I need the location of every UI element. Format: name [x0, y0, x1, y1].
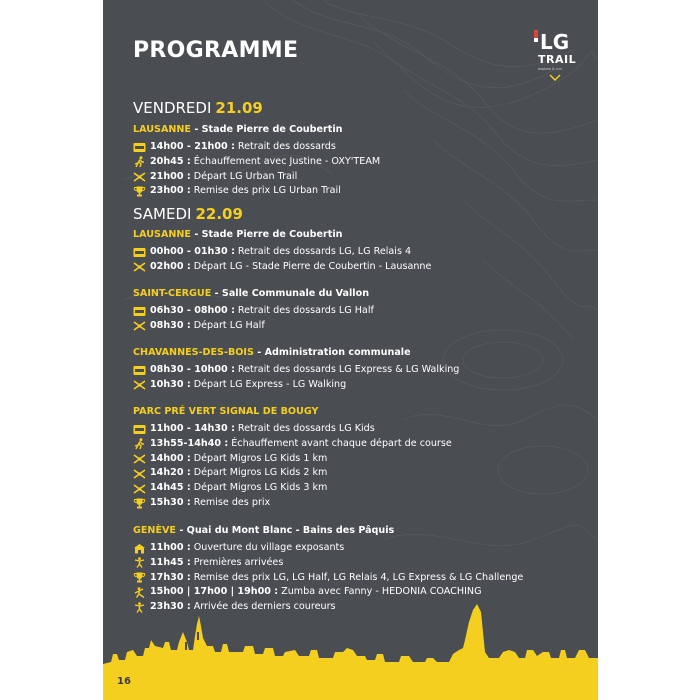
start-icon [133, 320, 146, 331]
schedule-item [133, 378, 346, 392]
page-title: PROGRAMME [133, 38, 299, 63]
event-time: 11h00 : [150, 542, 191, 553]
svg-text:LG: LG [540, 30, 570, 54]
event-time: 14h20 : [150, 467, 191, 479]
event-time: 14h00 - 21h00 : [150, 141, 235, 152]
finish-runner-icon [133, 557, 146, 568]
event-description: Arrivée des derniers coureurs [193, 601, 336, 613]
event-description: Départ LG Urban Trail [193, 170, 298, 182]
start-icon [133, 483, 146, 494]
event-description: Départ Migros LG Kids 3 km [193, 482, 328, 494]
event-description: Échauffement avec Justine - OXY'TEAM [193, 155, 381, 167]
location-venue: - Administration communale [253, 347, 411, 358]
trophy-icon [133, 186, 146, 197]
event-time: 15h30 : [150, 497, 191, 508]
svg-text:TRAIL: TRAIL [538, 53, 577, 66]
location-heading [133, 229, 342, 240]
schedule-item [133, 496, 270, 510]
schedule-item [133, 556, 283, 570]
schedule-item [133, 319, 265, 333]
bib-icon [133, 142, 146, 153]
event-description: Départ LG - Stade Pierre de Coubertin - Lausanne [193, 260, 432, 272]
event-time: 11h00 - 14h30 : [150, 423, 235, 434]
location-heading [133, 406, 318, 417]
event-description: Remise des prix [193, 497, 271, 508]
event-description: Départ Migros LG Kids 1 km [193, 452, 328, 464]
schedule-item [133, 585, 482, 599]
start-icon [133, 453, 146, 464]
event-description: Ouverture du village exposants [193, 542, 345, 553]
svg-text:explore & run: explore & run [538, 67, 562, 71]
event-time: 00h00 - 01h30 : [150, 246, 235, 257]
trophy-icon [133, 498, 146, 509]
lg-trail-logo [528, 25, 583, 87]
location-venue: - Salle Communale du Vallon [211, 288, 370, 299]
event-time: 14h00 : [150, 452, 191, 464]
runner-icon [133, 156, 146, 167]
day-label: VENDREDI [133, 99, 212, 117]
day-heading-saturday [133, 205, 243, 223]
bib-icon [133, 306, 146, 317]
day-date: 21.09 [215, 99, 263, 117]
location-venue: - Stade Pierre de Coubertin [190, 124, 343, 135]
location-place: LAUSANNE [133, 229, 191, 240]
day-label: SAMEDI [133, 205, 192, 223]
bib-icon [133, 424, 146, 435]
event-description: Premières arrivées [193, 556, 284, 568]
city-skyline-illustration [103, 602, 598, 700]
event-time: 23h30 : [150, 601, 191, 613]
event-time: 06h30 - 08h00 : [150, 305, 235, 316]
event-description: Départ LG Express - LG Walking [193, 378, 347, 390]
runner-icon [133, 438, 146, 449]
event-description: Remise des prix LG, LG Half, LG Relais 4, LG Express & LG Challenge [193, 571, 524, 583]
schedule-item [133, 245, 411, 259]
event-description: Retrait des dossards LG Kids [237, 423, 375, 434]
village-icon [133, 543, 146, 554]
location-venue: - Quai du Mont Blanc - Bains des Pâquis [176, 525, 395, 536]
location-place: SAINT-CERGUE [133, 288, 212, 299]
location-heading [133, 288, 369, 299]
event-time: 17h30 : [150, 571, 191, 583]
schedule-item [133, 184, 341, 198]
schedule-item [133, 437, 452, 451]
dance-icon [133, 587, 146, 598]
event-time: 13h55-14h40 : [150, 437, 229, 449]
location-place: CHAVANNES-DES-BOIS [133, 347, 254, 358]
event-description: Retrait des dossards LG Half [237, 305, 374, 316]
schedule-item [133, 170, 297, 184]
schedule-item [133, 481, 327, 495]
schedule-item [133, 466, 327, 480]
event-time: 02h00 : [150, 260, 191, 272]
schedule-item [133, 571, 523, 585]
event-time: 21h00 : [150, 170, 191, 182]
location-heading [133, 347, 411, 358]
location-heading [133, 525, 394, 536]
event-time: 14h45 : [150, 482, 191, 494]
event-description: Départ LG Half [193, 319, 265, 331]
day-heading-friday [133, 99, 263, 117]
location-venue: - Stade Pierre de Coubertin [190, 229, 343, 240]
start-icon [133, 261, 146, 272]
event-time: 08h30 - 10h00 : [150, 364, 235, 375]
event-time: 11h45 : [150, 556, 191, 568]
bib-icon [133, 365, 146, 376]
location-place: PARC PRÉ VERT SIGNAL DE BOUGY [133, 406, 319, 417]
location-place: LAUSANNE [133, 124, 191, 135]
event-time: 08h30 : [150, 319, 191, 331]
schedule-item [133, 422, 375, 436]
event-time: 15h00 | 17h00 | 19h00 : [150, 586, 279, 598]
schedule-item [133, 541, 344, 555]
start-icon [133, 379, 146, 390]
programme-page [103, 0, 598, 700]
start-icon [133, 171, 146, 182]
schedule-item [133, 260, 431, 274]
schedule-item [133, 452, 327, 466]
event-description: Zumba avec Fanny - HEDONIA COACHING [281, 586, 482, 598]
schedule-item [133, 304, 374, 318]
event-description: Retrait des dossards LG Express & LG Walking [237, 364, 460, 375]
event-description: Retrait des dossards [237, 141, 336, 152]
event-description: Départ Migros LG Kids 2 km [193, 467, 328, 479]
schedule-item [133, 140, 336, 154]
event-description: Échauffement avant chaque départ de course [231, 437, 452, 449]
event-time: 10h30 : [150, 378, 191, 390]
schedule-item [133, 363, 459, 377]
page-number: 16 [117, 676, 131, 687]
location-heading [133, 124, 342, 135]
event-description: Retrait des dossards LG, LG Relais 4 [237, 246, 412, 257]
start-icon [133, 468, 146, 479]
event-time: 20h45 : [150, 155, 191, 167]
event-description: Remise des prix LG Urban Trail [193, 185, 341, 197]
schedule-item [133, 155, 380, 169]
bib-icon [133, 247, 146, 258]
day-date: 22.09 [195, 205, 243, 223]
location-place: GENÈVE [133, 525, 176, 536]
trophy-icon [133, 572, 146, 583]
event-time: 23h00 : [150, 185, 191, 197]
